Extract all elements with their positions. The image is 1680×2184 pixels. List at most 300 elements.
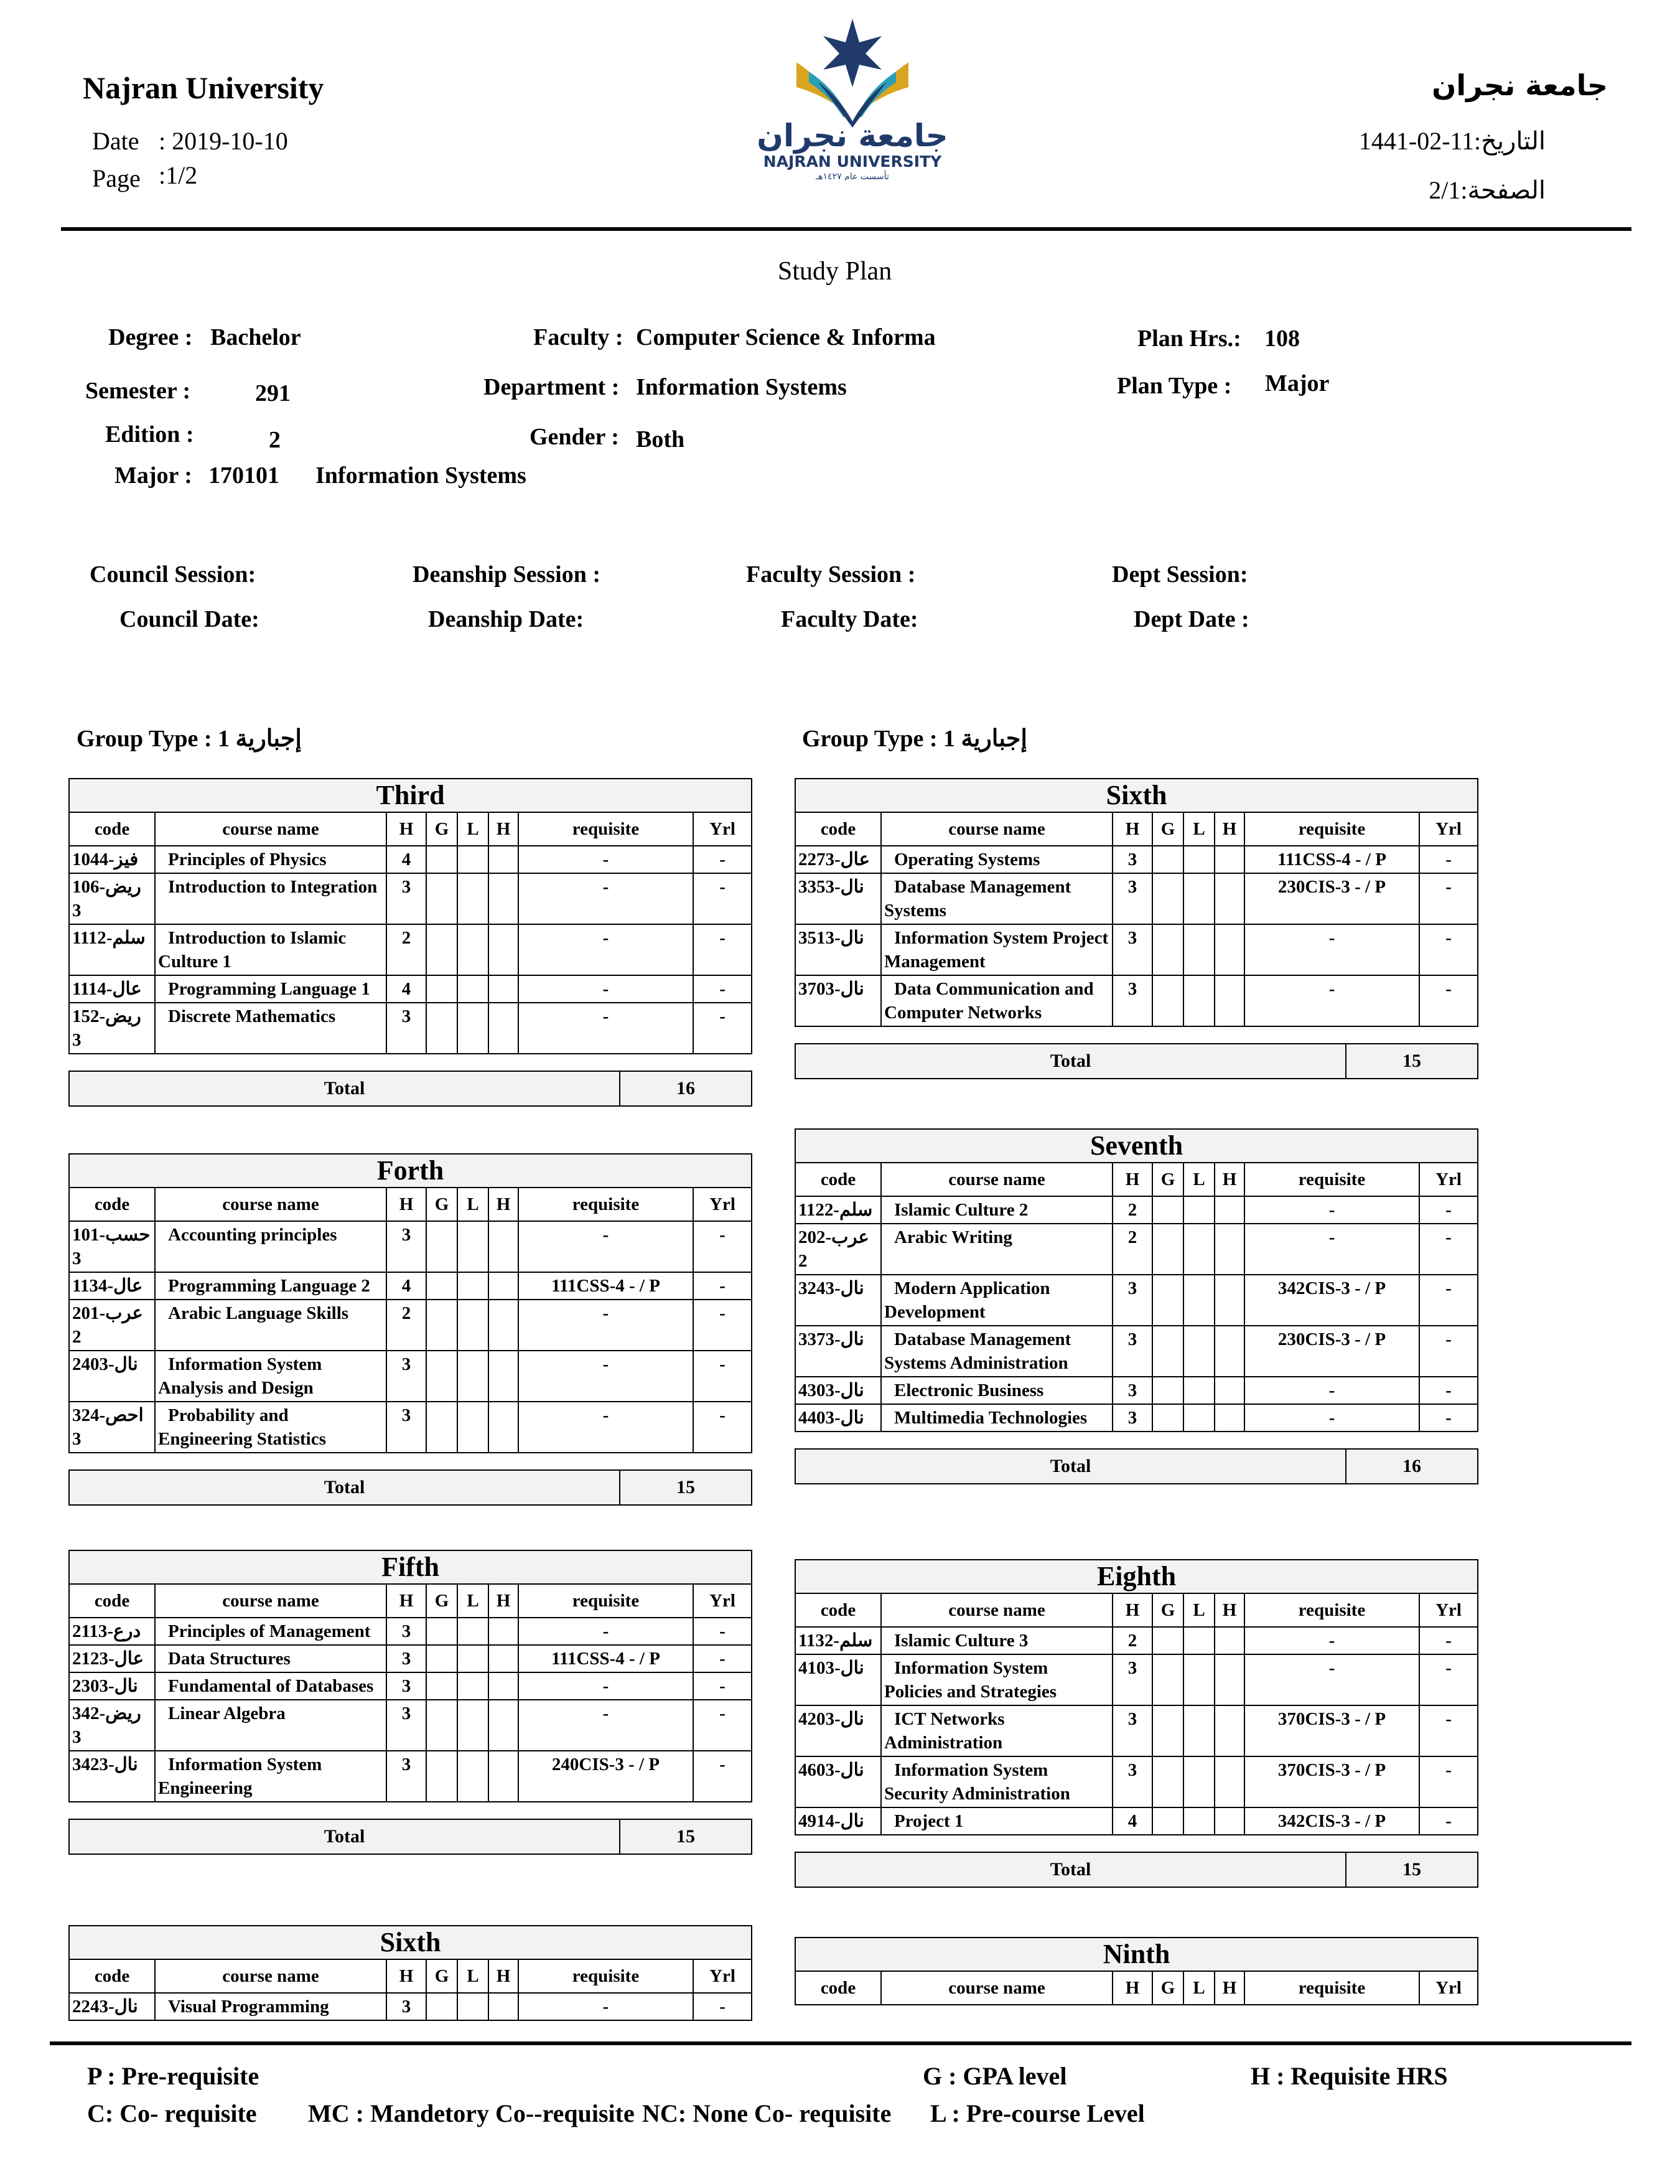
- total-hours: 15: [1346, 1044, 1478, 1079]
- course-requisite: -: [518, 1618, 693, 1645]
- course-level: [1183, 1627, 1215, 1654]
- course-level: [457, 924, 488, 975]
- course-requisite: 111CSS-4 - / P: [518, 1645, 693, 1672]
- col-header-level: L: [457, 812, 488, 846]
- course-req-hrs: [1215, 1807, 1244, 1835]
- total-label: Total: [795, 1449, 1346, 1484]
- course-level: [457, 846, 488, 873]
- course-row: [795, 975, 1478, 1026]
- col-header-level: L: [1183, 1163, 1215, 1196]
- course-hours: 3: [1113, 1275, 1152, 1326]
- course-requisite: -: [518, 1221, 693, 1272]
- col-header-course-name: course name: [881, 1593, 1113, 1627]
- col-header-level: L: [457, 1959, 488, 1993]
- total-hours: 16: [620, 1071, 752, 1106]
- course-code: نال-4203: [795, 1705, 881, 1756]
- university-name-en: Najran University: [83, 70, 324, 105]
- course-yrl: -: [1419, 924, 1478, 975]
- col-header-hours: H: [1113, 1971, 1152, 2005]
- faculty-label: Faculty :: [533, 324, 623, 350]
- legend-none-corequisite: NC: None Co- requisite: [642, 2099, 892, 2127]
- course-row: [69, 1003, 752, 1054]
- course-name: Information System Security Administration: [881, 1756, 1113, 1807]
- course-requisite: -: [518, 846, 693, 873]
- semester-title: Sixth: [795, 779, 1478, 812]
- course-hours: 3: [386, 873, 426, 924]
- semester-title: Seventh: [795, 1129, 1478, 1163]
- course-gpa: [1152, 924, 1183, 975]
- course-row: [795, 1627, 1478, 1654]
- course-hours: 3: [386, 1618, 426, 1645]
- course-code: نال-4914: [795, 1807, 881, 1835]
- course-row: [69, 1700, 752, 1751]
- col-header-hours: H: [386, 1584, 426, 1618]
- course-req-hrs: [1215, 873, 1244, 924]
- course-requisite: -: [1244, 924, 1419, 975]
- semester-table-seventh: [795, 1128, 1478, 1432]
- course-gpa: [426, 1993, 457, 2020]
- course-req-hrs: [1215, 1196, 1244, 1224]
- col-header-level: L: [1183, 1593, 1215, 1627]
- course-level: [457, 873, 488, 924]
- semester-table-sixth-left: [68, 1925, 752, 2021]
- course-req-hrs: [488, 975, 518, 1003]
- course-hours: 3: [1113, 975, 1152, 1026]
- course-name: Programming Language 2: [155, 1272, 386, 1300]
- col-header-req-hrs: H: [488, 1188, 518, 1221]
- course-requisite: -: [1244, 975, 1419, 1026]
- course-row: [69, 1402, 752, 1453]
- course-req-hrs: [1215, 846, 1244, 873]
- col-header-hours: H: [1113, 1163, 1152, 1196]
- course-req-hrs: [488, 1300, 518, 1351]
- course-yrl: -: [1419, 1196, 1478, 1224]
- course-req-hrs: [1215, 975, 1244, 1026]
- course-name: Information System Project Management: [881, 924, 1113, 975]
- semester-table-ninth: [795, 1937, 1478, 2005]
- course-yrl: -: [693, 1221, 752, 1272]
- course-level: [457, 1221, 488, 1272]
- course-level: [457, 1618, 488, 1645]
- course-hours: 3: [386, 1672, 426, 1700]
- page-title: Study Plan: [778, 257, 892, 286]
- course-level: [1183, 975, 1215, 1026]
- col-header-req-hrs: H: [1215, 1971, 1244, 2005]
- col-header-course-name: course name: [155, 1584, 386, 1618]
- course-name: Accounting principles: [155, 1221, 386, 1272]
- course-gpa: [426, 1300, 457, 1351]
- course-code: سلم-1112: [69, 924, 155, 975]
- course-name: Islamic Culture 3: [881, 1627, 1113, 1654]
- col-header-req-hrs: H: [488, 1959, 518, 1993]
- course-gpa: [1152, 873, 1183, 924]
- degree-label: Degree :: [108, 324, 193, 350]
- course-code: نال-3423: [69, 1751, 155, 1802]
- course-gpa: [1152, 1654, 1183, 1705]
- course-name: Operating Systems: [881, 846, 1113, 873]
- course-hours: 3: [1113, 1404, 1152, 1432]
- col-header-level: L: [457, 1188, 488, 1221]
- council-session-label: Council Session:: [90, 561, 256, 588]
- col-header-gpa: G: [1152, 1163, 1183, 1196]
- col-header-level: L: [1183, 1971, 1215, 2005]
- course-level: [1183, 846, 1215, 873]
- course-hours: 3: [386, 1993, 426, 2020]
- major-code: 170101: [208, 462, 279, 489]
- course-name: Discrete Mathematics: [155, 1003, 386, 1054]
- legend-corequisite: C: Co- requisite: [87, 2099, 257, 2127]
- course-yrl: -: [693, 1672, 752, 1700]
- course-gpa: [1152, 1377, 1183, 1404]
- course-code: سلم-1132: [795, 1627, 881, 1654]
- major-label: Major :: [114, 462, 192, 489]
- total-hours: 15: [620, 1470, 752, 1505]
- course-gpa: [426, 873, 457, 924]
- semester-title: Sixth: [69, 1926, 752, 1959]
- course-gpa: [426, 924, 457, 975]
- col-header-code: code: [69, 1584, 155, 1618]
- course-requisite: 342CIS-3 - / P: [1244, 1807, 1419, 1835]
- course-row: [69, 1351, 752, 1402]
- col-header-hours: H: [386, 812, 426, 846]
- course-code: سلم-1122: [795, 1196, 881, 1224]
- course-req-hrs: [1215, 924, 1244, 975]
- col-header-req-hrs: H: [1215, 1593, 1244, 1627]
- course-hours: 3: [386, 1003, 426, 1054]
- course-gpa: [1152, 1627, 1183, 1654]
- course-gpa: [1152, 1326, 1183, 1377]
- legend-mandatory-corequisite: MC : Mandetory Co--requisite: [308, 2099, 635, 2127]
- page-label: Page: [92, 164, 141, 192]
- course-code: ريض-342 3: [69, 1700, 155, 1751]
- course-req-hrs: [1215, 1654, 1244, 1705]
- course-req-hrs: [488, 873, 518, 924]
- faculty-session-label: Faculty Session :: [746, 561, 916, 588]
- course-requisite: 370CIS-3 - / P: [1244, 1705, 1419, 1756]
- deanship-date-label: Deanship Date:: [428, 606, 584, 632]
- col-header-code: code: [795, 1163, 881, 1196]
- course-row: [69, 873, 752, 924]
- course-hours: 3: [1113, 1705, 1152, 1756]
- total-label: Total: [795, 1044, 1346, 1079]
- course-req-hrs: [1215, 1705, 1244, 1756]
- logo-founded-text: تأسست عام ١٤٢٧هـ: [816, 172, 889, 180]
- course-code: نال-2303: [69, 1672, 155, 1700]
- col-header-requisite: requisite: [1244, 812, 1419, 846]
- total-label: Total: [69, 1071, 620, 1106]
- course-requisite: 230CIS-3 - / P: [1244, 873, 1419, 924]
- course-name: Fundamental of Databases: [155, 1672, 386, 1700]
- course-code: احص-324 3: [69, 1402, 155, 1453]
- course-level: [457, 975, 488, 1003]
- course-level: [1183, 1756, 1215, 1807]
- total-row-third: [68, 1071, 752, 1107]
- legend-prerequisite: P : Pre-requisite: [87, 2062, 259, 2090]
- col-header-yrl: Yrl: [693, 1584, 752, 1618]
- col-header-gpa: G: [426, 1188, 457, 1221]
- course-gpa: [426, 1003, 457, 1054]
- course-gpa: [426, 1272, 457, 1300]
- course-code: نال-3243: [795, 1275, 881, 1326]
- col-header-yrl: Yrl: [693, 812, 752, 846]
- course-name: Principles of Physics: [155, 846, 386, 873]
- plan-hrs-value: 108: [1264, 326, 1300, 352]
- course-requisite: -: [1244, 1377, 1419, 1404]
- col-header-level: L: [457, 1584, 488, 1618]
- course-gpa: [426, 1351, 457, 1402]
- course-row: [795, 873, 1478, 924]
- course-hours: 3: [386, 1645, 426, 1672]
- course-gpa: [426, 1700, 457, 1751]
- najran-star-logo-icon: [737, 12, 968, 180]
- col-header-course-name: course name: [881, 1971, 1113, 2005]
- course-gpa: [426, 1402, 457, 1453]
- course-req-hrs: [488, 1351, 518, 1402]
- course-req-hrs: [488, 1751, 518, 1802]
- course-row: [795, 1404, 1478, 1432]
- course-hours: 3: [386, 1402, 426, 1453]
- col-header-code: code: [795, 1593, 881, 1627]
- total-hours: 15: [1346, 1852, 1478, 1887]
- semester-table-third: [68, 778, 752, 1054]
- course-code: عال-1134: [69, 1272, 155, 1300]
- course-yrl: -: [693, 1993, 752, 2020]
- course-level: [457, 1300, 488, 1351]
- course-level: [457, 1272, 488, 1300]
- col-header-gpa: G: [426, 1959, 457, 1993]
- col-header-requisite: requisite: [518, 812, 693, 846]
- course-req-hrs: [1215, 1326, 1244, 1377]
- total-hours: 16: [1346, 1449, 1478, 1484]
- course-hours: 3: [1113, 846, 1152, 873]
- col-header-hours: H: [1113, 812, 1152, 846]
- course-level: [1183, 1326, 1215, 1377]
- course-level: [1183, 873, 1215, 924]
- course-yrl: -: [1419, 1275, 1478, 1326]
- course-row: [69, 1751, 752, 1802]
- course-requisite: -: [518, 1672, 693, 1700]
- course-level: [457, 1751, 488, 1802]
- course-level: [1183, 1377, 1215, 1404]
- course-hours: 3: [1113, 1756, 1152, 1807]
- course-gpa: [1152, 1196, 1183, 1224]
- dept-session-label: Dept Session:: [1112, 561, 1248, 588]
- date-label: Date: [92, 127, 139, 155]
- total-label: Total: [69, 1470, 620, 1505]
- course-hours: 4: [386, 846, 426, 873]
- course-hours: 2: [1113, 1224, 1152, 1275]
- course-code: نال-3353: [795, 873, 881, 924]
- course-yrl: -: [693, 1351, 752, 1402]
- course-row: [795, 846, 1478, 873]
- course-req-hrs: [1215, 1627, 1244, 1654]
- course-row: [795, 1654, 1478, 1705]
- course-name: Introduction to Integration: [155, 873, 386, 924]
- col-header-code: code: [69, 1188, 155, 1221]
- legend-requisite-hrs: H : Requisite HRS: [1251, 2062, 1448, 2090]
- course-hours: 3: [386, 1351, 426, 1402]
- semester-title: Ninth: [795, 1938, 1478, 1971]
- course-name: Linear Algebra: [155, 1700, 386, 1751]
- col-header-yrl: Yrl: [1419, 1593, 1478, 1627]
- course-yrl: -: [1419, 1224, 1478, 1275]
- course-hours: 4: [386, 975, 426, 1003]
- course-row: [69, 975, 752, 1003]
- course-hours: 3: [1113, 873, 1152, 924]
- course-name: Visual Programming: [155, 1993, 386, 2020]
- course-req-hrs: [488, 846, 518, 873]
- course-code: درع-2113: [69, 1618, 155, 1645]
- col-header-requisite: requisite: [1244, 1971, 1419, 2005]
- course-row: [69, 1672, 752, 1700]
- course-gpa: [1152, 1275, 1183, 1326]
- course-req-hrs: [488, 1221, 518, 1272]
- legend-precourse-level: L : Pre-course Level: [930, 2099, 1145, 2127]
- course-hours: 3: [386, 1751, 426, 1802]
- course-requisite: 240CIS-3 - / P: [518, 1751, 693, 1802]
- col-header-code: code: [69, 812, 155, 846]
- course-req-hrs: [1215, 1275, 1244, 1326]
- course-gpa: [426, 1672, 457, 1700]
- course-row: [69, 1618, 752, 1645]
- course-name: ICT Networks Administration: [881, 1705, 1113, 1756]
- course-code: ريض-152 3: [69, 1003, 155, 1054]
- course-req-hrs: [1215, 1224, 1244, 1275]
- col-header-hours: H: [1113, 1593, 1152, 1627]
- course-code: نال-4403: [795, 1404, 881, 1432]
- course-row: [69, 1645, 752, 1672]
- col-header-req-hrs: H: [1215, 1163, 1244, 1196]
- plan-type-value: Major: [1265, 370, 1330, 396]
- course-req-hrs: [488, 1645, 518, 1672]
- course-yrl: -: [1419, 975, 1478, 1026]
- course-row: [795, 1705, 1478, 1756]
- course-name: Programming Language 1: [155, 975, 386, 1003]
- course-requisite: -: [518, 1993, 693, 2020]
- course-name: Modern Application Development: [881, 1275, 1113, 1326]
- col-header-yrl: Yrl: [1419, 1971, 1478, 2005]
- course-gpa: [426, 975, 457, 1003]
- col-header-level: L: [1183, 812, 1215, 846]
- col-header-yrl: Yrl: [1419, 1163, 1478, 1196]
- course-requisite: -: [1244, 1627, 1419, 1654]
- course-hours: 4: [1113, 1807, 1152, 1835]
- course-code: نال-4603: [795, 1756, 881, 1807]
- course-code: ريض-106 3: [69, 873, 155, 924]
- col-header-yrl: Yrl: [1419, 812, 1478, 846]
- course-name: Islamic Culture 2: [881, 1196, 1113, 1224]
- course-gpa: [1152, 975, 1183, 1026]
- total-label: Total: [69, 1819, 620, 1854]
- course-requisite: -: [518, 1300, 693, 1351]
- course-level: [457, 1700, 488, 1751]
- course-gpa: [426, 1618, 457, 1645]
- course-hours: 3: [386, 1221, 426, 1272]
- course-level: [457, 1003, 488, 1054]
- course-hours: 3: [1113, 1377, 1152, 1404]
- course-yrl: -: [693, 873, 752, 924]
- course-level: [1183, 1705, 1215, 1756]
- course-gpa: [1152, 1756, 1183, 1807]
- course-gpa: [426, 1221, 457, 1272]
- col-header-gpa: G: [426, 1584, 457, 1618]
- course-yrl: -: [693, 975, 752, 1003]
- course-yrl: -: [693, 846, 752, 873]
- course-code: فيز-1044: [69, 846, 155, 873]
- page-value: :1/2: [159, 161, 198, 189]
- course-code: عال-2123: [69, 1645, 155, 1672]
- semester-title: Fifth: [69, 1550, 752, 1584]
- course-level: [457, 1351, 488, 1402]
- semester-table-fifth: [68, 1550, 752, 1802]
- total-label: Total: [795, 1852, 1346, 1887]
- course-row: [795, 1756, 1478, 1807]
- semester-title: Forth: [69, 1154, 752, 1188]
- course-name: Database Management Systems: [881, 873, 1113, 924]
- course-code: عرب-201 2: [69, 1300, 155, 1351]
- col-header-course-name: course name: [155, 1959, 386, 1993]
- gender-value: Both: [636, 426, 685, 452]
- course-hours: 2: [386, 924, 426, 975]
- course-req-hrs: [1215, 1404, 1244, 1432]
- course-yrl: -: [693, 1645, 752, 1672]
- total-row-sixth-right: [795, 1043, 1478, 1079]
- course-row: [795, 924, 1478, 975]
- course-name: Information System Engineering: [155, 1751, 386, 1802]
- course-name: Arabic Language Skills: [155, 1300, 386, 1351]
- course-gpa: [1152, 1224, 1183, 1275]
- course-code: نال-3513: [795, 924, 881, 975]
- course-req-hrs: [488, 1700, 518, 1751]
- course-requisite: -: [518, 1402, 693, 1453]
- course-hours: 2: [1113, 1627, 1152, 1654]
- date-value: : 2019-10-10: [159, 127, 288, 155]
- course-level: [1183, 1275, 1215, 1326]
- course-requisite: -: [518, 924, 693, 975]
- course-req-hrs: [1215, 1377, 1244, 1404]
- course-code: عرب-202 2: [795, 1224, 881, 1275]
- logo-english-text: NAJRAN UNIVERSITY: [763, 152, 942, 171]
- plan-hrs-label: Plan Hrs.:: [1137, 326, 1241, 352]
- course-requisite: -: [518, 1700, 693, 1751]
- course-yrl: -: [693, 1272, 752, 1300]
- university-name-ar: جامعة نجران: [1432, 68, 1608, 102]
- col-header-hours: H: [386, 1188, 426, 1221]
- semester-title: Eighth: [795, 1560, 1478, 1593]
- col-header-requisite: requisite: [1244, 1593, 1419, 1627]
- page-ar: الصفحة:2/1: [1429, 176, 1546, 204]
- semester-label: Semester :: [85, 378, 191, 404]
- course-row: [795, 1807, 1478, 1835]
- course-level: [1183, 1807, 1215, 1835]
- course-gpa: [426, 846, 457, 873]
- course-row: [795, 1377, 1478, 1404]
- course-row: [795, 1196, 1478, 1224]
- course-yrl: -: [693, 1003, 752, 1054]
- course-yrl: -: [1419, 846, 1478, 873]
- group-type-right: Group Type : 1 إجبارية: [802, 726, 1027, 752]
- course-row: [69, 846, 752, 873]
- course-row: [795, 1326, 1478, 1377]
- col-header-requisite: requisite: [518, 1959, 693, 1993]
- date-ar: التاريخ:11-02-1441: [1358, 127, 1546, 155]
- col-header-code: code: [795, 812, 881, 846]
- course-name: Information System Policies and Strategies: [881, 1654, 1113, 1705]
- course-yrl: -: [693, 1300, 752, 1351]
- col-header-gpa: G: [426, 812, 457, 846]
- course-yrl: -: [693, 924, 752, 975]
- col-header-course-name: course name: [155, 812, 386, 846]
